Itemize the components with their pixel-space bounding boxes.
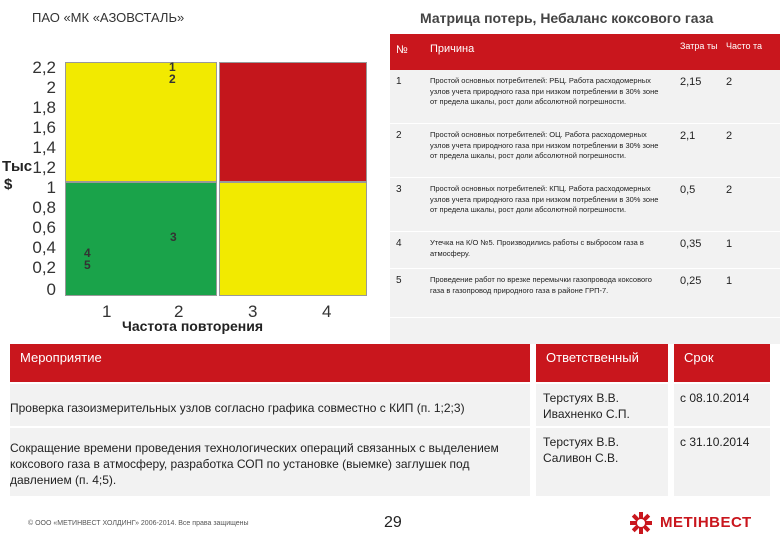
- row-cause: Проведение работ по врезке перемычки газопровода коксового газа в газопровод природного газа в районе ГРП-7.: [430, 275, 652, 295]
- matrix-quad-top-left: [65, 62, 217, 182]
- row-no: 2: [396, 130, 402, 141]
- table-row: [390, 269, 780, 318]
- y-axis-label: Тыс: [2, 158, 33, 175]
- matrix-point-label: 3: [170, 230, 177, 244]
- row-freq: 2: [726, 76, 733, 88]
- company-logo: [628, 510, 773, 536]
- header-action-label: Мероприятие: [20, 350, 102, 365]
- company-name: ПАО «МК «АЗОВСТАЛЬ»: [32, 10, 185, 25]
- y-tick: 0,8: [32, 198, 56, 217]
- matrix-quad-bottom-left: [65, 182, 217, 296]
- row-cost: 0,25: [680, 275, 702, 287]
- matrix-point-label: 5: [84, 258, 91, 272]
- table-row: [390, 178, 780, 232]
- table-row-empty: [390, 318, 780, 345]
- y-tick: 1,8: [32, 98, 56, 117]
- header-freq: Часто та: [726, 41, 763, 51]
- x-tick: 3: [248, 302, 258, 321]
- responsible-text: Терстуях В.В. Ивахненко С.П.: [543, 391, 630, 421]
- x-tick: 1: [102, 302, 112, 321]
- y-tick: 1,4: [32, 138, 56, 157]
- matrix-point-label: 1: [169, 60, 176, 74]
- y-tick: 2: [46, 78, 56, 97]
- y-tick: 0,6: [32, 218, 56, 237]
- row-no: 1: [396, 76, 402, 87]
- header-deadline-label: Срок: [684, 350, 714, 365]
- row-cause: Простой основных потребителей: КПЦ. Работа расходомерных узлов учета природного газа при низком потреблении в 30% зоне от предела шкалы, рост доли абсолютной погрешности.: [430, 184, 659, 214]
- row-cost: 2,1: [680, 130, 696, 142]
- row-cost: 2,15: [680, 76, 702, 88]
- y-tick: 1: [46, 178, 56, 197]
- y-tick: 0: [46, 280, 56, 299]
- row-freq: 2: [726, 184, 733, 196]
- table-row: [390, 232, 780, 269]
- deadline-text: с 08.10.2014: [680, 391, 750, 405]
- header-responsible: [536, 344, 668, 382]
- x-axis-label: Частота повторения: [122, 318, 264, 334]
- matrix-quad-bottom-right: [219, 182, 367, 296]
- row-no: 5: [396, 275, 402, 286]
- row-cause: Утечка на К/О №5. Производились работы с выбросом газа в атмосферу.: [430, 238, 644, 258]
- row-freq: 1: [726, 238, 733, 250]
- copyright: © ООО «МЕТИНВЕСТ ХОЛДИНГ» 2006-2014. Все права защищены: [28, 520, 249, 527]
- row-cost: 0,35: [680, 238, 702, 250]
- loss-matrix: [0, 50, 390, 340]
- y-tick: 1,6: [32, 118, 56, 137]
- row-no: 3: [396, 184, 402, 195]
- page-number: 29: [384, 514, 402, 531]
- header-action: [10, 344, 530, 382]
- causes-table-header: [390, 34, 780, 71]
- header-responsible-label: Ответственный: [546, 350, 639, 365]
- x-tick: 4: [322, 302, 332, 321]
- row-freq: 1: [726, 275, 733, 287]
- row-cost: 0,5: [680, 184, 696, 196]
- x-tick: 2: [174, 302, 184, 321]
- header-cost: Затра ты: [680, 41, 718, 51]
- row-cause: Простой основных потребителей: РБЦ. Работа расходомерных узлов учета природного газа при низком потреблении в 30% зоне от предела шкалы, рост доли абсолютной погрешности.: [430, 76, 659, 106]
- header-cause: Причина: [430, 43, 475, 55]
- y-tick: 0,2: [32, 258, 56, 277]
- logo-text: МЕТІНВЕСТ: [660, 514, 752, 531]
- action-text: Проверка газоизмерительных узлов согласно графика совместно с КИП (п. 1;2;3): [10, 401, 465, 415]
- row-freq: 2: [726, 130, 733, 142]
- page-title: Матрица потерь, Небаланс коксового газа: [420, 10, 714, 26]
- deadline-text: с 31.10.2014: [680, 435, 750, 449]
- y-tick: 0,4: [32, 238, 56, 257]
- header-deadline: [674, 344, 770, 382]
- y-tick: 2,2: [32, 58, 56, 77]
- action-text: Сокращение времени проведения технологических операций связанных с выделением коксового газа в атмосферу, разработка СОП по установке (выемке) заглушек под давлением (п. 4;5).: [10, 441, 499, 487]
- table-row: [390, 124, 780, 178]
- header-no: №: [396, 44, 408, 56]
- logo-star-icon: [628, 510, 654, 536]
- table-row: [390, 70, 780, 124]
- responsible-text: Терстуях В.В. Саливон С.В.: [543, 435, 620, 465]
- y-tick: 1,2: [32, 158, 56, 177]
- y-axis-unit: $: [4, 176, 13, 193]
- matrix-quad-top-right: [219, 62, 367, 182]
- matrix-point-label: 4: [84, 246, 91, 260]
- row-cause: Простой основных потребителей: ОЦ. Работа расходомерных узлов учета природного газа при низком потреблении в 30% зоне от предела шкалы, рост доли абсолютной погрешности.: [430, 130, 659, 160]
- matrix-point-label: 2: [169, 72, 176, 86]
- row-no: 4: [396, 238, 402, 249]
